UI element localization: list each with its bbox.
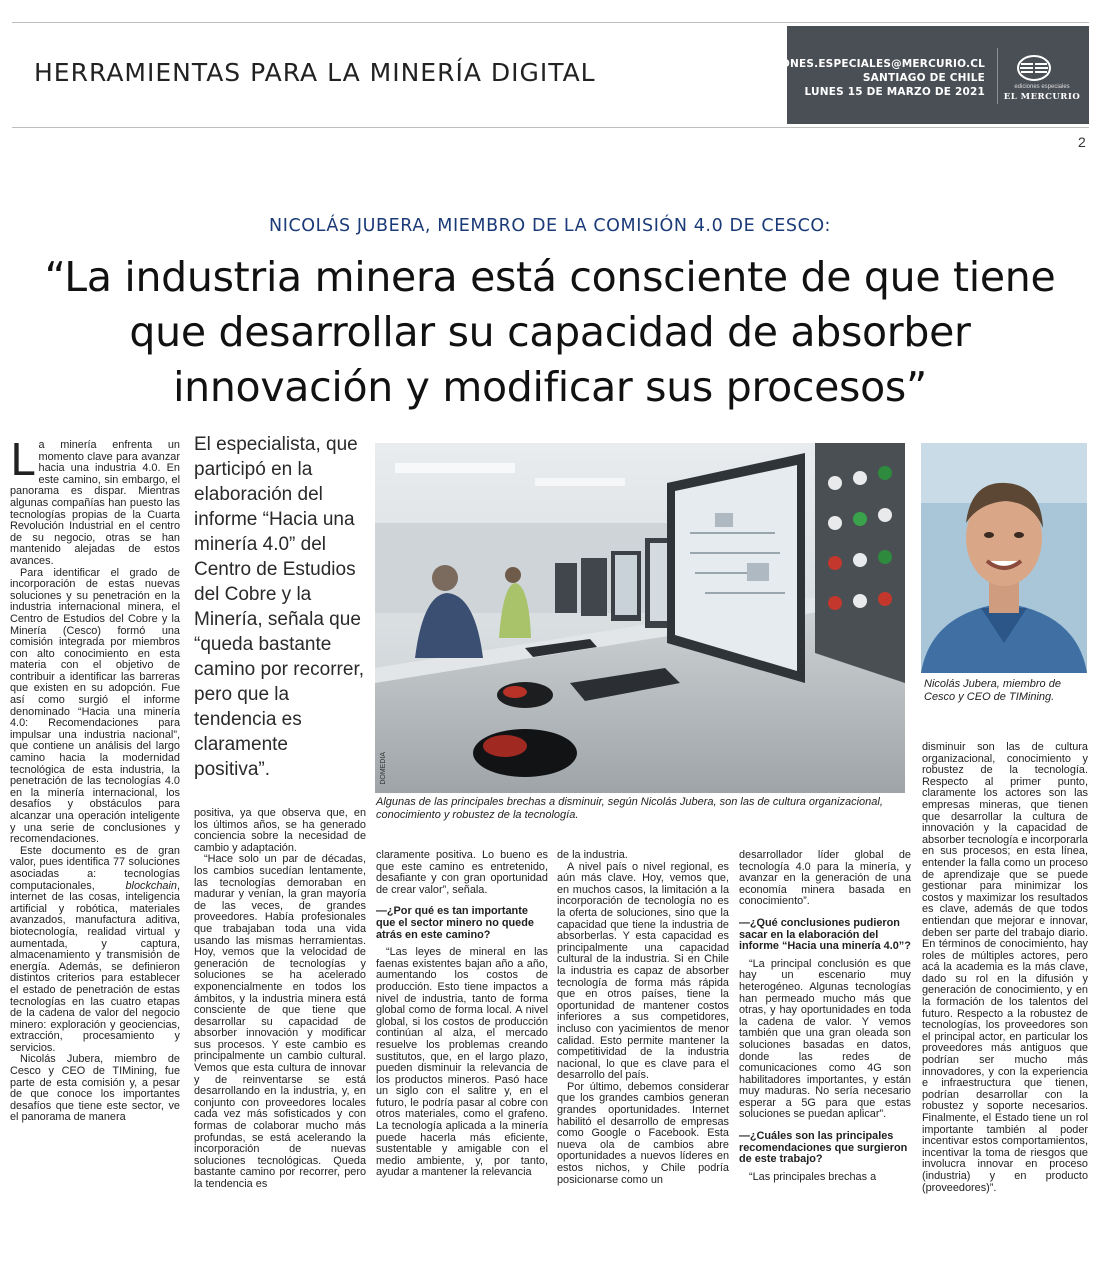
paragraph-text: a minería enfrenta un momento clave para avanzar hacia una industria 4.0. En este camino, sin embargo, el panorama es dispar. Mientras algunas compañías han puesto las tecnologías propias de la Cuarta Revolución Industrial en el centro de su negocio, otras se han mantenido alejadas de estos avances.	[10, 439, 180, 567]
article-column-6	[922, 742, 1088, 1194]
interview-question: —¿Cuáles son las principales recomendaciones que surgieron de este trabajo?	[739, 1130, 908, 1166]
masthead-box	[748, 26, 1089, 124]
article-column-2	[194, 808, 366, 1191]
kicker: NICOLÁS JUBERA, MIEMBRO DE LA COMISIÓN 4.0 DE CESCO:	[269, 216, 831, 236]
logo-subtitle: ediciones especiales	[1014, 84, 1070, 90]
pull-quote: El especialista, que participó en la elaboración del informe “Hacia una minería 4.0” del Centro de Estudios del Cobre y la Minería, señala que “queda bastante camino por recorrer, pero que la tendencia es claramente positiva”.	[194, 434, 365, 780]
article-column-1	[10, 435, 180, 1124]
paragraph	[10, 435, 180, 568]
section-title: HERRAMIENTAS PARA LA MINERÍA DIGITAL	[34, 58, 596, 87]
paragraph: desarrollador líder global de tecnología 4.0 para la minería, y avanzar en la generación de una economía minera basada en conocimiento”.	[739, 849, 911, 908]
paragraph: claramente positiva. Lo bueno es que este camino es entretenido, desafiante y con gran oportunidad de crear valor”, señala.	[376, 849, 548, 896]
interview-question: —¿Qué conclusiones pudieron sacar en la elaboración del informe “Hacia una minería 4.0”?	[739, 916, 911, 953]
article-column-5	[739, 850, 911, 1183]
paragraph: “Las principales brechas a	[749, 1170, 877, 1183]
contact-email[interactable]: EDICIONES.ESPECIALES@MERCURIO.CL	[748, 58, 985, 70]
paragraph: de la industria.	[557, 849, 628, 861]
photo-caption: Algunas de las principales brechas a disminuir, según Nicolás Jubera, son las de cultura organizacional, conocimiento y robustez de la tecnología.	[376, 796, 883, 821]
el-mercurio-logo-icon	[1015, 54, 1053, 82]
paragraph-text: Este documento es de gran valor, pues identifica 77 soluciones asociadas a: tecnologías computacionales,	[10, 844, 180, 892]
paragraph-text: , internet de las cosas, inteligencia artificial y robótica, materiales avanzados, manufactura aditiva, biotecnología, realidad virtual y aumentada, y captura, almacenamiento y transmisión de energía. Además, se definieron distintos criterios para establecer el estado de penetración de estas tecnologías en las cuatro etapas de la cadena de valor del negocio minero: exploración y geociencias, extracción, procesamiento y servicios.	[10, 879, 180, 1054]
paragraph: Para identificar el grado de incorporación de estas nuevas soluciones y su penetración en la industria internacional minera, el Centro de Estudios del Cobre y la Minería (Cesco) formó una comisión integrada por miembros con alto conocimiento en esta materia con el objetivo de contribuir a identificar las barreras que existen en su adopción. Fue así como surgió el informe denominado “Hacia una minería 4.0: Recomendaciones para impulsar una industria nacional”, que contiene un análisis del largo camino hacia la modernidad tecnológica de esta industria, la penetración de las tecnologías 4.0 en la minería internacional, los desafíos y obstáculos para alcanzar una operación inteligente y una serie de conclusiones y recomendaciones.	[10, 566, 180, 846]
paragraph: disminuir son las de cultura organizacional, conocimiento y robustez de la tecnología. Respecto al primer punto, claramente los actores son las empresas mineras, que tienen que desarrollar la cultura de innovación y la capacidad de absorber tecnología e incorporarla en sus procesos; en esta línea, entender la falla como un proceso de aprendizaje que se puede gestionar para minimizar los costos y maximizar los resultados es clave, además de que todos entiendan que mejorar e innovar, deben ser parte del trabajo diario. En términos de conocimiento, hay roles de múltiples actores, pero acá la academia es la más clave, dado su rol en la difusión y generación de conocimiento, y en la formación de los talentos del futuro. Respecto a la robustez de tecnologías, los proveedores son el principal actor, en particular los proveedores más antiguos que podrían ser mucho más innovadores, y con la experiencia e infraestructura que tienen, podrían desarrollar con la robustez y soporte necesarios. Finalmente, el Estado tiene un rol importante también al poder incentivar estos comportamientos, incentivar la toma de riesgos que involucra innovar en proceso (industria) y en producto (proveedores)”.	[922, 741, 1088, 1194]
logo-name: EL MERCURIO	[1003, 92, 1081, 102]
paragraph: “Las leyes de mineral en las faenas existentes bajan año a año, aumentando los costos de producción. Esto tiene impactos a nivel de industria, tanto de forma global como de forma local. A nivel global, si los costos de producción continúan al alza, el mercado resuelve los problemas creando sustitutos, que, en el largo plazo, pueden disminuir la relevancia de los productos mineros. Pasó hace un siglo con el salitre y, en el futuro, le podría pasar al cobre con otros materiales, como el grafeno. La tecnología aplicada a la minería puede hacerla más eficiente, sustentable y amigable con el medio ambiente, y, por tanto, ayudar a mantener la relevancia	[376, 946, 548, 1179]
portrait-caption: Nicolás Jubera, miembro de Cesco y CEO de TIMining.	[924, 678, 1061, 703]
page-number: 2	[1078, 134, 1086, 150]
paragraph: Nicolás Jubera, miembro de Cesco y CEO de TIMining, fue parte de esta comisión y, a pesar de que conoce los importantes desafíos que tiene este sector, ve el panorama de manera	[10, 1053, 180, 1124]
interview-question: —¿Por qué es tan importante que el sector minero no quede atrás en este camino?	[376, 905, 534, 941]
article-column-3	[376, 850, 548, 1179]
drop-cap: L	[10, 435, 35, 486]
dateline-city: SANTIAGO DE CHILE	[862, 72, 985, 84]
control-room-photo	[375, 443, 905, 793]
portrait-photo	[921, 443, 1087, 673]
paragraph: positiva, ya que observa que, en los últimos años, se ha generado conciencia sobre la necesidad de cambio y adaptación.	[194, 807, 366, 854]
headline: “La industria minera está consciente de que tiene que desarrollar su capacidad de absorber innovación y modificar sus procesos”	[44, 253, 1056, 411]
paragraph: Por último, debemos considerar que los grandes cambios generan grandes oportunidades. Internet habilitó el desarrollo de empresas como Google o Facebook. Esta nueva ola de cambios abre oportunidades a nuevos líderes en estos nichos, y Chile podría posicionarse como un	[557, 1080, 729, 1186]
masthead-divider	[997, 48, 998, 104]
paragraph: “Hace solo un par de décadas, los cambios sucedían lentamente, las tecnologías demoraban en madurar y venían, la gran mayoría de las veces, de grandes proveedores. Había profesionales que trabajaban toda una vida usando las mismas herramientas. Hoy, vemos que la velocidad de generación de tecnologías y soluciones se ha acelerado exponencialmente en todos los ámbitos, y la industria minera está consciente de que tiene que desarrollar su capacidad de absorber innovación y modificar sus procesos. Y este cambio es principalmente un cambio cultural. Vemos que esta cultura de innovar y de reinventarse se está desarrollando en la industria, y, en conjunto con proveedores locales cada vez más sofisticados y con formas de colaborar mucho más profundas, se está acelerando la incorporación de nuevas soluciones tecnológicas. Queda bastante camino por recorrer, pero la tendencia es	[194, 853, 366, 1190]
paragraph: A nivel país o nivel regional, es aún más clave. Hoy, vemos que, en muchos casos, la limitación a la incorporación de tecnología no es la oferta de soluciones, sino que la capacidad que tiene la industria de absorberlas. Y esta capacidad es principalmente una capacidad cultural de la industria. Si en Chile la industria es capaz de absorber tecnología de forma más rápida que en otros países, tiene la oportunidad de mantener costos inferiores a sus competidores, incluso con yacimientos de menor calidad. Esto permite mantener la competitividad de la industria nacional, lo que es clave para el desarrollo del país.	[557, 860, 729, 1082]
article-column-4	[557, 850, 729, 1186]
paragraph: “La principal conclusión es que hay un escenario muy heterogéneo. Algunas tecnologías han permeado mucho más que otras, y hay oportunidades en toda la cadena de valor. Y vemos también que una gran oleada son soluciones basadas en datos, donde las redes de comunicaciones como 4G son habilitadores importantes, y están muy maduras. No sería necesario esperar a 5G para que estas soluciones se puedan aplicar”.	[739, 957, 911, 1121]
italic-term: blockchain	[125, 879, 177, 892]
control-room-image	[375, 443, 905, 793]
paragraph	[10, 846, 180, 1055]
dateline-date: LUNES 15 DE MARZO DE 2021	[804, 86, 985, 98]
photo-credit: DOMEDIA	[380, 752, 387, 785]
portrait-image	[921, 443, 1087, 673]
